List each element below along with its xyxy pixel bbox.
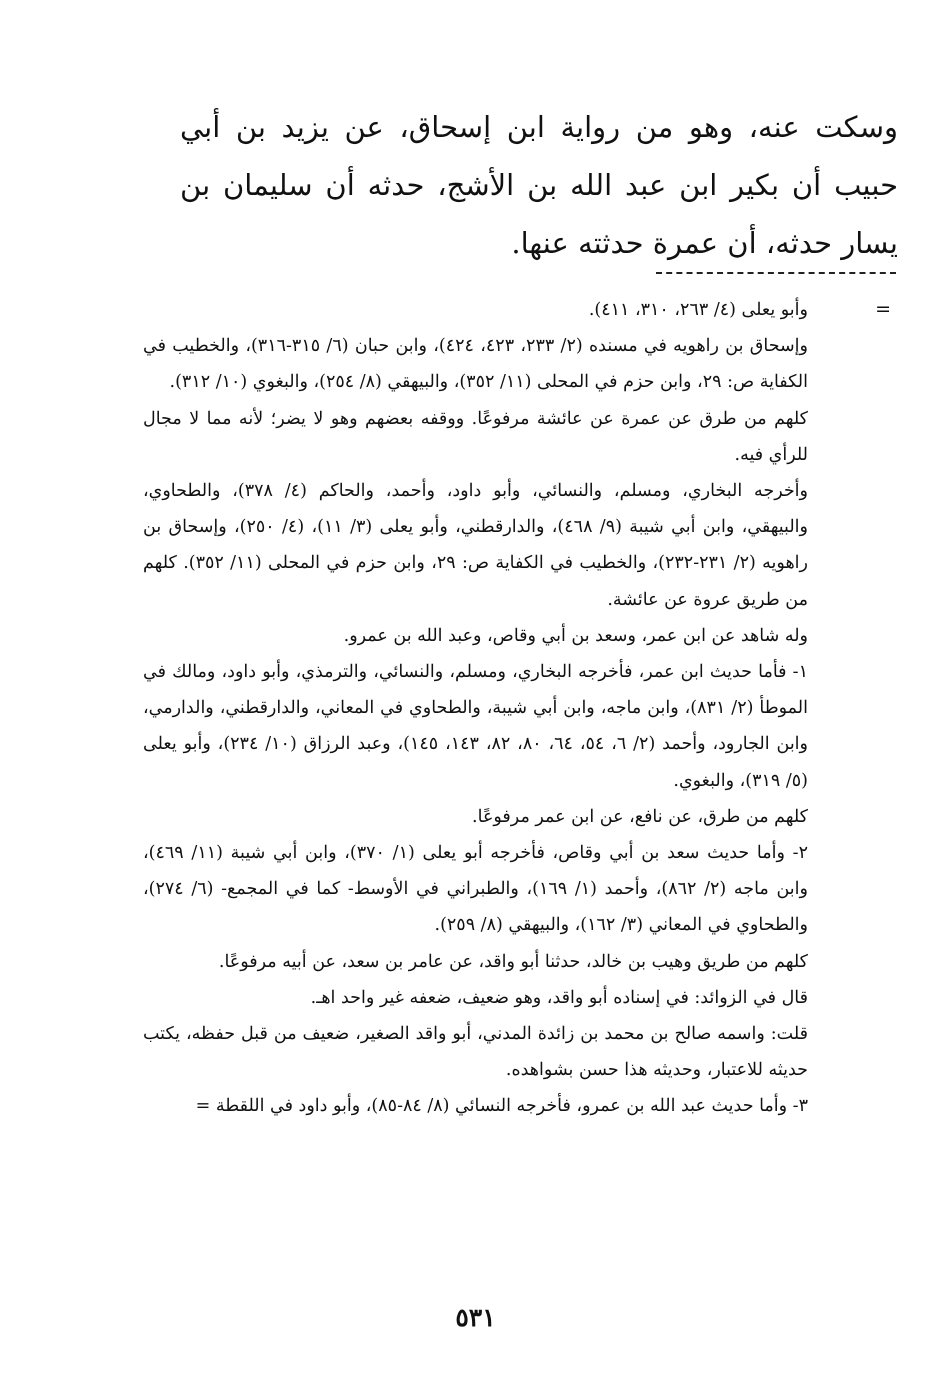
footnote-continuation-mark: = — [875, 298, 891, 320]
page-number: ٥٣١ — [455, 1303, 496, 1332]
footnote-line: وأبو يعلى (٤/ ٢٦٣، ٣١٠، ٤١١). — [588, 300, 808, 320]
footnote-separator — [656, 272, 896, 274]
footnote-line: وإسحاق بن راهويه في مسنده (٢/ ٢٣٣، ٤٢٣، ٤٢٤)، وابن حبان (٦/ ٣١٥-٣١٦)، والخطيب في الكفاية ص: ٢٩، وابن حزم في المحلى (١١/ ٣٥٢)، والبيهقي (٨/ ٢٥٤)، والبغوي (١٠/ ٣١٢). — [143, 336, 808, 393]
footnote-line: كلهم من طريق وهيب بن خالد، حدثنا أبو واقد، عن عامر بن سعد، عن أبيه مرفوعًا. — [218, 951, 808, 972]
footnote-line: ٣- وأما حديث عبد الله بن عمرو، فأخرجه النسائي (٨/ ٨٤-٨٥)، وأبو داود في اللقطة = — [195, 1096, 808, 1117]
footnote-line: وأخرجه البخاري، ومسلم، والنسائي، وأبو داود، وأحمد، والحاكم (٤/ ٣٧٨)، والطحاوي، والبيهقي، وابن أبي شيبة (٩/ ٤٦٨)، والدارقطني، وأبو يعلى (٣/ ١١)، (٤/ ٢٥٠)، وإسحاق بن راهويه (٢/ ٢٣١-٢٣٢)، والخطيب في الكفاية ص: ٢٩، وابن حزم في المحلى (١١/ ٣٥٢). كلهم من طريق عروة عن عائشة. — [143, 481, 808, 610]
footnote-line: ٢- وأما حديث سعد بن أبي وقاص، فأخرجه أبو يعلى (١/ ٣٧٠)، وابن أبي شيبة (١١/ ٤٦٩)، وابن ماجه (٢/ ٨٦٢)، وأحمد (١/ ١٦٩)، والطبراني في الأوسط- كما في المجمع- (٦/ ٢٧٤)، والطحاوي في المعاني (٣/ ١٦٢)، والبيهقي (٨/ ٢٥٩). — [143, 843, 808, 936]
footnote-line: كلهم من طرق عن عمرة عن عائشة مرفوعًا. ووقفه بعضهم وهو لا يضر؛ لأنه مما لا مجال للرأي فيه. — [143, 408, 808, 465]
main-paragraph: وسكت عنه، وهو من رواية ابن إسحاق، عن يزيد بن أبي حبيب أن بكير ابن عبد الله بن الأشج، حدثه أن سليمان بن يسار حدثه، أن عمرة حدثته عنها. — [180, 110, 898, 260]
footnote-line: كلهم من طرق، عن نافع، عن ابن عمر مرفوعًا. — [472, 806, 808, 827]
footnote-line: قلت: واسمه صالح بن محمد بن زائدة المدني، أبو واقد الصغير، ضعيف من قبل حفظه، يكتب حديثه للاعتبار، وحديثه هذا حسن بشواهده. — [143, 1024, 808, 1081]
footnotes-block — [143, 292, 808, 1125]
footnote-line: وله شاهد عن ابن عمر، وسعد بن أبي وقاص، وعبد الله بن عمرو. — [343, 625, 808, 646]
footnote-line: قال في الزوائد: في إسناده أبو واقد، وهو ضعيف، ضعفه غير واحد اهـ. — [310, 987, 808, 1008]
footnote-line: ١- فأما حديث ابن عمر، فأخرجه البخاري، ومسلم، والنسائي، والترمذي، وأبو داود، ومالك في الموطأ (٢/ ٨٣١)، وابن ماجه، وابن أبي شيبة، والطحاوي في المعاني، والدارقطني، والدارمي، وابن الجارود، وأحمد (٢/ ٦، ٥٤، ٦٤، ٨٠، ٨٢، ١٤٣، ١٤٥)، وعبد الرزاق (١٠/ ٢٣٤)، وأبو يعلى (٥/ ٣١٩)، والبغوي. — [143, 662, 808, 791]
main-text-block — [180, 98, 898, 272]
